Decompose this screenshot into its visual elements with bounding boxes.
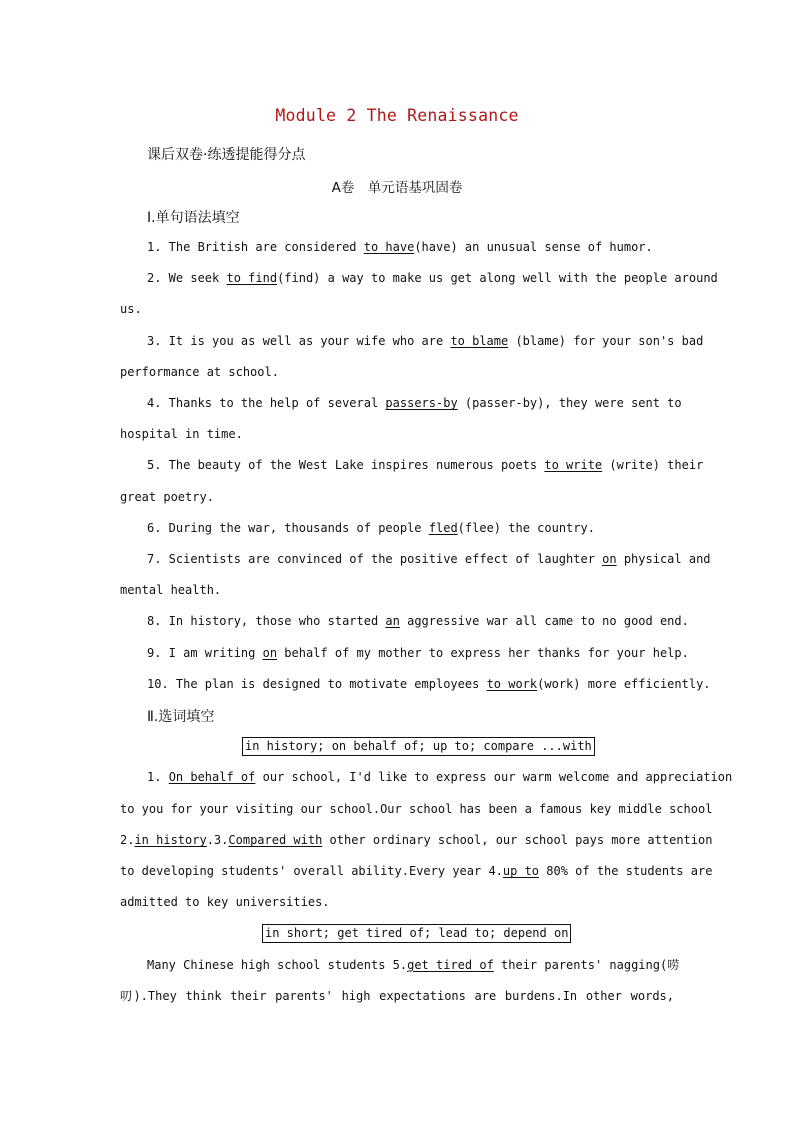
question-text: 5. The beauty of the West Lake inspires numerous poets — [147, 458, 545, 472]
passage-text: 1. — [147, 770, 169, 784]
question-3-cont: performance at school. — [120, 365, 279, 379]
question-10 — [147, 675, 711, 693]
passage-1-line-2: to you for your visiting our school.Our school has been a famous key middle school — [120, 802, 713, 816]
answer-blank: fled — [428, 521, 458, 535]
answer-blank: passers-by — [385, 396, 458, 410]
answer-blank: get tired of — [407, 958, 494, 972]
question-text: aggressive war all came to no good end. — [399, 614, 689, 628]
word-bank-box-2: in short; get tired of; lead to; depend on — [262, 924, 571, 943]
answer-blank: on — [602, 552, 617, 566]
question-text: 9. I am writing — [147, 646, 263, 660]
question-text: physical and — [616, 552, 711, 566]
passage-1-line-5: admitted to key universities. — [120, 895, 330, 909]
question-4 — [147, 394, 682, 412]
question-9 — [147, 644, 689, 662]
question-8 — [147, 612, 689, 630]
question-text: 3. It is you as well as your wife who are — [147, 334, 451, 348]
answer-blank: to work — [486, 677, 538, 691]
answer-blank: in history — [134, 833, 207, 847]
document-title: Module 2 The Renaissance — [275, 106, 519, 125]
question-5 — [147, 456, 704, 474]
section-2-heading: Ⅱ.选词填空 — [147, 709, 215, 725]
passage-text: our school, I'd like to express our warm welcome and appreciation — [255, 770, 733, 784]
question-text: 8. In history, those who started — [147, 614, 386, 628]
question-6 — [147, 519, 674, 537]
section-1-heading: Ⅰ.单句语法填空 — [147, 210, 240, 226]
passage-text: their parents' nagging(唠 — [493, 958, 680, 972]
answer-blank: to blame — [450, 334, 509, 348]
passage-text: .3. — [206, 833, 229, 847]
question-text: (blame) for your son's bad — [508, 334, 704, 348]
passage-text: to developing students' overall ability.Every year 4. — [120, 864, 503, 878]
passage-text: 2. — [120, 833, 135, 847]
question-text: (passer-by), they were sent to — [457, 396, 682, 410]
passage-2-line-2: 叨).They think their parents' high expectations are burdens.In other words, — [120, 989, 674, 1003]
question-text: 4. Thanks to the help of several — [147, 396, 386, 410]
passage-1-line-1 — [147, 768, 733, 786]
question-3 — [147, 332, 704, 350]
question-2-cont: us. — [120, 302, 142, 316]
answer-blank: Compared with — [228, 833, 323, 847]
passage-text: other ordinary school, our school pays more attention — [322, 833, 713, 847]
question-4-cont: hospital in time. — [120, 427, 243, 441]
question-text: (find) a way to make us get along well with the people around — [277, 271, 718, 285]
question-5-cont: great poetry. — [120, 490, 214, 504]
passage-1-line-4 — [120, 862, 713, 880]
paper-title: A卷 单元语基巩固卷 — [331, 180, 463, 196]
question-text: behalf of my mother to express her thanks for your help. — [277, 646, 689, 660]
answer-blank: On behalf of — [168, 770, 256, 784]
answer-blank: on — [262, 646, 278, 660]
passage-2-line-1 — [147, 956, 680, 974]
question-text: (work) more efficiently. — [537, 677, 711, 691]
document-subtitle: 课后双卷·练透提能得分点 — [147, 147, 306, 163]
question-text: (flee) the country. — [457, 521, 595, 535]
word-bank-box-1: in history; on behalf of; up to; compare ...with — [242, 737, 595, 756]
question-text: 6. During the war, thousands of people — [147, 521, 429, 535]
question-1 — [147, 238, 674, 256]
question-7 — [147, 550, 711, 568]
passage-text: Many Chinese high school students 5. — [147, 958, 408, 972]
question-text: 2. We seek — [147, 271, 227, 285]
question-text: (write) their — [602, 458, 704, 472]
question-text: 7. Scientists are convinced of the positive effect of laughter — [147, 552, 603, 566]
question-text: 10. The plan is designed to motivate employees — [147, 677, 487, 691]
question-text: (have) an unusual sense of humor. — [414, 240, 653, 254]
answer-blank: an — [385, 614, 400, 628]
answer-blank: to write — [544, 458, 603, 472]
question-2 — [147, 269, 718, 287]
answer-blank: up to — [502, 864, 540, 878]
answer-blank: to have — [363, 240, 415, 254]
question-7-cont: mental health. — [120, 583, 222, 597]
answer-blank: to find — [226, 271, 278, 285]
question-text: 1. The British are considered — [147, 240, 364, 254]
passage-1-line-3 — [120, 831, 713, 849]
passage-text: 80% of the students are — [539, 864, 713, 878]
